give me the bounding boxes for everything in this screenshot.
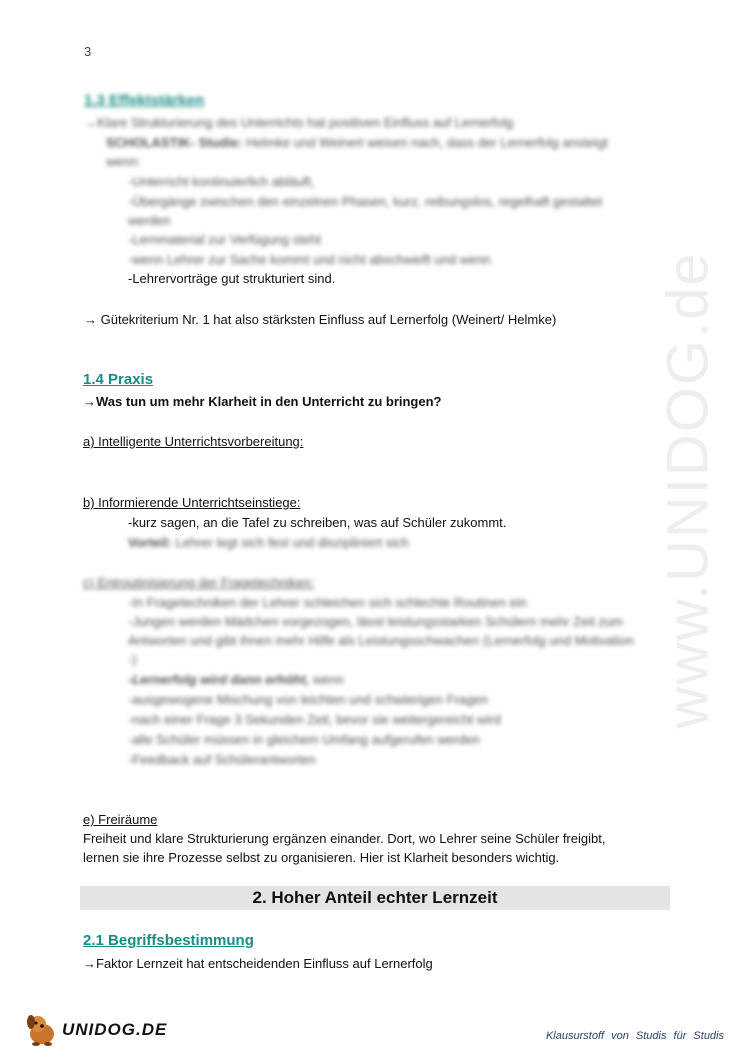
watermark: www.UNIDOG.de [655,251,721,729]
section-1-4-question: →Was tun um mehr Klarheit in den Unterricht zu bringen? [83,394,442,409]
list-item: -Unterricht kontinuierlich abläuft, [128,174,315,189]
unidog-logo [22,1012,168,1048]
footer-tagline: Klausurstoff von Studis für Studis [545,1030,724,1042]
list-item: -ausgewogene Mischung von leichten und schwierigen Fragen [128,692,488,707]
list-item: -Feedback auf Schülerantworten [128,752,316,767]
list-item: -In Fragetechniken der Lehrer schleichen sich schlechte Routinen ein [128,595,527,610]
section-1-4-heading: 1.4 Praxis [83,371,154,388]
list-item: -Übergänge zwischen den einzelnen Phasen, kurz, reibungslos, regelhaft gestaltet [128,194,603,209]
subsection-e-text: lernen sie ihre Prozesse selbst zu organisieren. Hier ist Klarheit besonders wichtig. [83,850,560,865]
chapter-2-banner [80,886,670,910]
list-item: -) [128,652,137,667]
subsection-c-title: c) Entroutinisierung der Fragetechniken: [83,575,315,590]
lernerfolg-line [128,671,344,689]
list-item: Antworten und gibt ihnen mehr Hilfe als Leistungsschwachen (Lernerfolg und Motivation [128,633,634,648]
chapter-2-title: 2. Hoher Anteil echter Lernzeit [252,888,498,907]
section-1-3-heading: 1.3 Effektstärken [84,92,205,109]
section-1-3-intro: →Klare Strukturierung des Unterrichts hat positiven Einfluss auf Lernerfolg [84,115,514,130]
study-text: Helmke und Weinert weisen nach, dass der Lernerfolg ansteigt [246,135,608,150]
conclusion-line: → Gütekriterium Nr. 1 hat also stärksten Einfluss auf Lernerfolg (Weinert/ Helmke) [84,312,557,327]
advantage-label: Vorteil: [128,535,172,550]
list-item: -nach einer Frage 3 Sekunden Zeit, bevor sie weitergereicht wird [128,712,501,727]
subsection-b-title: b) Informierende Unterrichtseinstiege: [83,495,301,510]
logo-text: UNIDOG.DE [62,1020,168,1039]
study-text-cont: wenn: [106,154,141,169]
list-item: -wenn Lehrer zur Sache kommt und nicht abschweift und wenn [128,252,491,267]
subsection-e-title: e) Freiräume [83,812,158,827]
study-label: SCHOLASTIK- Studie: [106,135,243,150]
subsection-a-title: a) Intelligente Unterrichtsvorbereitung: [83,434,304,449]
subsection-e-text: Freiheit und klare Strukturierung ergänzen einander. Dort, wo Lehrer seine Schüler freigibt, [83,831,606,846]
section-2-1-heading: 2.1 Begriffsbestimmung [83,932,254,949]
study-line [106,134,608,152]
lernerfolg-text: wenn [312,672,344,687]
list-item: -Lehrervorträge gut strukturiert sind. [128,271,336,286]
page-number: 3 [84,44,92,59]
lernerfolg-label: -Lernerfolg wird dann erhöht, [128,672,310,687]
section-2-1-line: →Faktor Lernzeit hat entscheidenden Einfluss auf Lernerfolg [83,956,433,971]
list-item: -alle Schüler müssen in gleichem Umfang aufgerufen werden [128,732,480,747]
subsection-b-advantage [128,534,409,552]
list-item: -Jungen werden Mädchen vorgezogen, lässt leistungsstarken Schülern mehr Zeit zum [128,614,623,629]
dog-icon [22,1012,62,1048]
advantage-text: Lehrer legt sich fest und diszipliniert sich [175,535,409,550]
subsection-b-line: -kurz sagen, an die Tafel zu schreiben, was auf Schüler zukommt. [128,515,507,530]
list-item: -Lernmaterial zur Verfügung steht [128,232,321,247]
list-item: werden [128,213,171,228]
